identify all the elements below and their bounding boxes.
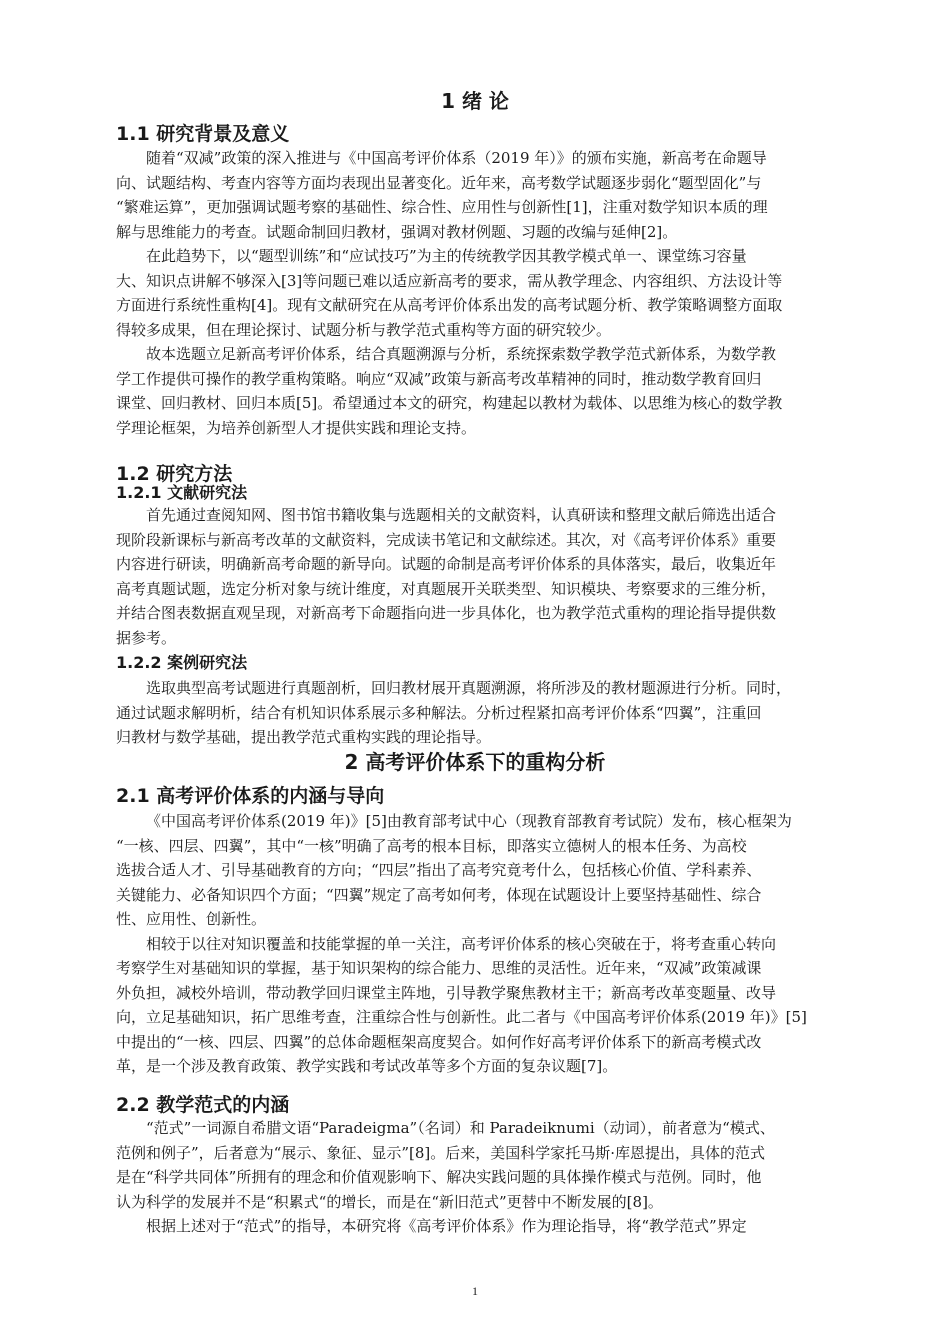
text-line: 解与思维能力的考查。试题命制回归教材，强调对教材例题、习题的改编与延伸[2]。	[116, 222, 678, 241]
text-line: 选拔合适人才、引导基础教育的方向；“四层”指出了高考究竟考什么，包括核心价值、学科素养、	[116, 861, 762, 879]
text-line: 相较于以往对知识覆盖和技能掌握的单一关注，高考评价体系的核心突破在于，将考查重心转向	[146, 934, 777, 953]
text-line: 得较多成果，但在理论探讨、试题分析与教学范式重构等方面的研究较少。	[116, 320, 612, 339]
text-line: 考察学生对基础知识的掌握，基于知识架构的综合能力、思维的灵活性。近年来，“双减”政策减课	[116, 959, 762, 977]
text-line: “繁难运算”，更加强调试题考察的基础性、综合性、应用性与创新性[1]，注重对数学知识本质的理	[116, 198, 768, 216]
text-line: 范例和例子”，后者意为“展示、象征、显示”[8]。后来，美国科学家托马斯·库恩提出，具体的范式	[116, 1143, 766, 1162]
chapter-2-title: 2 高考评价体系下的重构分析	[344, 750, 606, 774]
chapter-1-title: 1 绪 论	[441, 89, 509, 113]
text-line: 根据上述对于“范式”的指导，本研究将《高考评价体系》作为理论指导，将“教学范式”界定	[146, 1217, 747, 1235]
text-line: 大、知识点讲解不够深入[3]等问题已难以适应新高考的要求，需从教学理念、内容组织、方法设计等	[116, 271, 783, 290]
text-line: “范式”一词源自希腊文语“Paradeigma”（名词）和 Paradeiknumi（动词），前者意为“模式、	[146, 1119, 775, 1137]
text-line: 归教材与数学基础，提出教学范式重构实践的理论指导。	[116, 728, 492, 746]
section-1-2-1-heading: 1.2.1 文献研究法	[116, 483, 248, 502]
section-2-2-body	[116, 1116, 861, 1239]
text-line: 向，立足基础知识，拓广思维考查，注重综合性与创新性。此二者与《中国高考评价体系(2019 年)》[5]	[116, 1008, 807, 1026]
section-2-1-heading: 2.1 高考评价体系的内涵与导向	[116, 785, 385, 807]
text-line: “一核、四层、四翼”，其中“一核”明确了高考的根本目标，即落实立德树人的根本任务、为高校	[116, 836, 747, 855]
page-number: 1	[472, 1284, 478, 1298]
text-line: 中提出的“一核、四层、四翼”的总体命题框架高度契合。如何作好高考评价体系下的新高考模式改	[116, 1032, 762, 1051]
text-line: 学理论框架，为培养创新型人才提供实践和理论支持。	[116, 418, 477, 437]
section-1-2-heading: 1.2 研究方法	[116, 463, 233, 485]
text-line: 现阶段新课标与新高考改革的文献资料，完成读书笔记和文献综述。其次，对《高考评价体系》重要	[116, 530, 777, 549]
text-line: 向、试题结构、考查内容等方面均表现出显著变化。近年来，高考数学试题逐步弱化“题型固化”与	[116, 173, 762, 192]
text-line: 《中国高考评价体系(2019 年)》[5]由教育部考试中心（现教育部教育考试院）发布，核心框架为	[146, 812, 792, 830]
section-2-1-body	[116, 809, 861, 1079]
text-line: 性、应用性、创新性。	[116, 910, 267, 928]
section-1-1-body	[116, 146, 861, 440]
text-line: 通过试题求解明析，结合有机知识体系展示多种解法。分析过程紧扣高考评价体系“四翼”，注重回	[116, 703, 762, 722]
section-1-2-2-body	[116, 676, 861, 750]
text-line: 首先通过查阅知网、图书馆书籍收集与选题相关的文献资料，认真研读和整理文献后筛选出适合	[146, 506, 777, 524]
text-line: 高考真题试题，选定分析对象与统计维度，对真题展开关联类型、知识模块、考察要求的三维分析，	[116, 579, 777, 598]
section-1-2-1-body	[116, 503, 861, 650]
text-line: 方面进行系统性重构[4]。现有文献研究在从高考评价体系出发的高考试题分析、教学策略调整方面取	[116, 296, 783, 314]
text-line: 学工作提供可操作的教学重构策略。响应“双减”政策与新高考改革精神的同时，推动数学教育回归	[116, 369, 762, 388]
text-line: 在此趋势下，以“题型训练”和“应试技巧”为主的传统教学因其教学模式单一、课堂练习容量	[146, 247, 747, 265]
text-line: 并结合图表数据直观呈现，对新高考下命题指向进一步具体化，也为教学范式重构的理论指导提供数	[116, 604, 777, 622]
section-1-2-2-heading: 1.2.2 案例研究法	[116, 653, 248, 672]
text-line: 关键能力、必备知识四个方面；“四翼”规定了高考如何考，体现在试题设计上要坚持基础性、综合	[116, 885, 762, 904]
text-line: 是在“科学共同体”所拥有的理念和价值观影响下、解决实践问题的具体操作模式与范例。同时，他	[116, 1168, 762, 1186]
text-line: 课堂、回归教材、回归本质[5]。希望通过本文的研究，构建起以教材为载体、以思维为核心的数学教	[116, 394, 783, 412]
text-line: 认为科学的发展并不是“积累式“的增长，而是在“新旧范式”更替中不断发展的[8]。	[116, 1192, 663, 1211]
text-line: 随着“双减”政策的深入推进与《中国高考评价体系（2019 年）》的颁布实施，新高考在命题导	[146, 149, 767, 167]
text-line: 外负担，减校外培训，带动教学回归课堂主阵地，引导教学聚焦教材主干；新高考改革变题量、改导	[116, 983, 777, 1002]
text-line: 革，是一个涉及教育政策、教学实践和考试改革等多个方面的复杂议题[7]。	[116, 1057, 618, 1075]
section-2-2-heading: 2.2 教学范式的内涵	[116, 1094, 290, 1116]
text-line: 选取典型高考试题进行真题剖析，回归教材展开真题溯源，将所涉及的教材题源进行分析。同时，	[146, 679, 792, 697]
section-1-1-heading: 1.1 研究背景及意义	[116, 123, 290, 145]
text-line: 内容进行研读，明确新高考命题的新导向。试题的命制是高考评价体系的具体落实，最后，收集近年	[116, 555, 777, 573]
text-line: 故本选题立足新高考评价体系，结合真题溯源与分析，系统探索数学教学范式新体系，为数学教	[146, 345, 777, 363]
text-line: 据参考。	[116, 628, 177, 647]
